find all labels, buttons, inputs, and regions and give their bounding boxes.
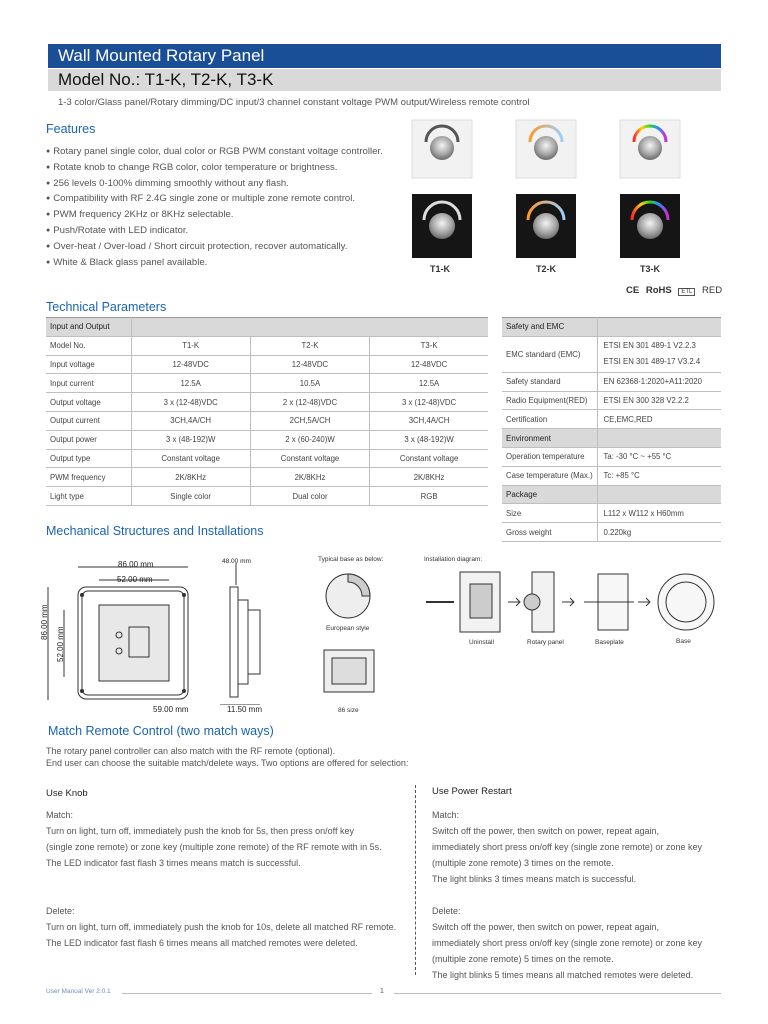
table-row: Input voltage 12-48VDC 12-48VDC 12-48VDC bbox=[46, 355, 488, 374]
table-row: EMC standard (EMC) ETSI EN 301 489-1 V2.2.3 ETSI EN 301 489-17 V3.2.4 bbox=[502, 336, 721, 372]
table-row: Output voltage 3 x (12-48)VDC 2 x (12-48)VDC 3 x (12-48)VDC bbox=[46, 393, 488, 412]
column-divider bbox=[415, 785, 416, 975]
use-power-section bbox=[432, 807, 722, 983]
t1-k-white-panel bbox=[412, 120, 472, 178]
use-knob-title: Use Knob bbox=[46, 788, 88, 799]
knob-delete-line: The LED indicator fast flash 6 times means all matched remotes were deleted. bbox=[46, 938, 358, 948]
safety-header: Safety and EMC bbox=[502, 318, 597, 337]
table-header-cell: T3-K bbox=[370, 336, 488, 355]
knob-match-line: (single zone remote) or zone key (multiple zone remote) of the RF remote with in 5s. bbox=[46, 842, 382, 852]
install-label-base: Base bbox=[676, 638, 691, 645]
knob-delete-label: Delete: bbox=[46, 906, 75, 916]
installation-diagram bbox=[424, 566, 724, 638]
footer-rule-right bbox=[394, 993, 721, 994]
package-header: Package bbox=[502, 485, 597, 504]
knob-match-line: Turn on light, turn off, immediately push the knob for 5s, then press on/off key bbox=[46, 826, 355, 836]
match-intro-1: The rotary panel controller can also match with the RF remote (optional). bbox=[46, 746, 336, 756]
product-subtitle: 1-3 color/Glass panel/Rotary dimming/DC input/3 channel constant voltage PWM output/Wireless remote control bbox=[58, 97, 530, 108]
power-match-line: Switch off the power, then switch on power, repeat again, bbox=[432, 826, 659, 836]
install-label-rotary-panel: Rotary panel bbox=[527, 639, 564, 646]
feature-item: ● Over-heat / Over-load / Short circuit protection, recover automatically. bbox=[46, 240, 406, 256]
table-header-cell: Model No. bbox=[46, 336, 131, 355]
power-match-line: (multiple zone remote) 3 times on the remote. bbox=[432, 858, 614, 868]
power-delete-line: The light blinks 5 times means all matched remotes were deleted. bbox=[432, 970, 694, 980]
table-header-cell: T2-K bbox=[250, 336, 369, 355]
product-label-t3: T3-K bbox=[640, 264, 660, 274]
io-table bbox=[46, 317, 488, 506]
table-row: Certification CE,EMC,RED bbox=[502, 410, 721, 429]
match-title: Match Remote Control (two match ways) bbox=[48, 724, 274, 738]
power-delete-line: Switch off the power, then switch on power, repeat again, bbox=[432, 922, 659, 932]
table-row: Output power 3 x (48-192)W 2 x (60-240)W 3 x (48-192)W bbox=[46, 430, 488, 449]
table-row: PWM frequency 2K/8KHz 2K/8KHz 2K/8KHz bbox=[46, 468, 488, 487]
dim-height-outer: 86.00 mm bbox=[40, 604, 49, 640]
t2-k-black-panel bbox=[516, 194, 576, 258]
base-illustrations bbox=[318, 570, 382, 700]
knob-match-line: The LED indicator fast flash 3 times means match is successful. bbox=[46, 858, 301, 868]
dim-bottom-width: 59.00 mm bbox=[153, 705, 189, 714]
feature-item: ● White & Black glass panel available. bbox=[46, 256, 406, 272]
table-row: Case temperature (Max.) Tc: +85 °C bbox=[502, 466, 721, 485]
feature-item: ● PWM frequency 2KHz or 8KHz selectable. bbox=[46, 208, 406, 224]
red-mark: RED bbox=[702, 285, 723, 296]
table-header-cell: T1-K bbox=[131, 336, 250, 355]
dim-width-inner: 52.00 mm bbox=[117, 575, 153, 584]
feature-item: ● Compatibility with RF 2.4G single zone or multiple zone remote control. bbox=[46, 192, 406, 208]
dim-width-outer: 86.00 mm bbox=[118, 560, 154, 569]
table-row: Output current 3CH,4A/CH 2CH,5A/CH 3CH,4A/CH bbox=[46, 411, 488, 430]
model-number: Model No.: T1-K, T2-K, T3-K bbox=[48, 69, 721, 91]
table-row: Gross weight 0.220kg bbox=[502, 523, 721, 542]
footer-manual-version: User Manual Ver 2.0.1 bbox=[46, 988, 111, 995]
knob-match-label: Match: bbox=[46, 810, 74, 820]
certification-marks bbox=[626, 285, 722, 296]
safety-table bbox=[502, 317, 721, 542]
european-caption: European style bbox=[326, 625, 370, 632]
table-row: Light type Single color Dual color RGB bbox=[46, 487, 488, 506]
power-match-line: The light blinks 3 times means match is successful. bbox=[432, 874, 637, 884]
io-header: Input and Output bbox=[46, 318, 131, 337]
t3-k-black-panel bbox=[620, 194, 680, 258]
t3-k-white-panel bbox=[620, 120, 680, 178]
table-row: Output type Constant voltage Constant voltage Constant voltage bbox=[46, 449, 488, 468]
table-row: Input current 12.5A 10.5A 12.5A bbox=[46, 374, 488, 393]
feature-item: ● Rotary panel single color, dual color or RGB PWM constant voltage controller. bbox=[46, 145, 406, 161]
mech-title: Mechanical Structures and Installations bbox=[46, 524, 264, 538]
tech-title: Technical Parameters bbox=[46, 300, 167, 314]
product-label-t2: T2-K bbox=[536, 264, 556, 274]
install-label-baseplate: Baseplate bbox=[595, 639, 624, 646]
size86-caption: 86 size bbox=[338, 707, 359, 714]
power-match-line: immediately short press on/off key (single zone remote) or zone key bbox=[432, 842, 702, 852]
features-list bbox=[46, 145, 406, 271]
power-delete-label: Delete: bbox=[432, 906, 461, 916]
product-images bbox=[408, 116, 720, 266]
table-row: Size L112 x W112 x H60mm bbox=[502, 504, 721, 523]
use-power-restart-title: Use Power Restart bbox=[432, 786, 512, 797]
features-title: Features bbox=[46, 122, 96, 136]
knob-delete-line: Turn on light, turn off, immediately push the knob for 10s, delete all matched RF remote. bbox=[46, 922, 397, 932]
rohs-mark: RoHS bbox=[645, 285, 672, 296]
dim-depth: 48.00 mm bbox=[222, 558, 251, 565]
typical-base-caption: Typical base as below: bbox=[318, 556, 384, 563]
etl-mark: ETL bbox=[678, 288, 695, 296]
mechanical-drawing bbox=[44, 555, 274, 705]
dim-bottom-depth: 11.50 mm bbox=[227, 705, 262, 714]
page-title: Wall Mounted Rotary Panel bbox=[48, 44, 721, 68]
table-row: Safety standard EN 62368-1:2020+A11:2020 bbox=[502, 372, 721, 391]
install-label-uninstall: Uninstall bbox=[469, 639, 494, 646]
feature-item: ● 256 levels 0-100% dimming smoothly without any flash. bbox=[46, 177, 406, 193]
feature-item: ● Rotate knob to change RGB color, color temperature or brightness. bbox=[46, 161, 406, 177]
table-row: Radio Equipment(RED) ETSI EN 300 328 V2.2.2 bbox=[502, 391, 721, 410]
product-label-t1: T1-K bbox=[430, 264, 450, 274]
footer-rule-left bbox=[122, 993, 372, 994]
dim-height-inner: 52.00 mm bbox=[56, 626, 65, 662]
power-delete-line: immediately short press on/off key (single zone remote) or zone key bbox=[432, 938, 702, 948]
page-number: 1 bbox=[380, 988, 384, 995]
power-delete-line: (multiple zone remote) 5 times on the remote. bbox=[432, 954, 614, 964]
table-row: Operation temperature Ta: -30 °C ~ +55 °C bbox=[502, 447, 721, 466]
feature-item: ● Push/Rotate with LED indicator. bbox=[46, 224, 406, 240]
use-knob-section bbox=[46, 807, 414, 951]
ce-mark: CE bbox=[626, 285, 640, 296]
match-intro-2: End user can choose the suitable match/delete ways. Two options are offered for selection: bbox=[46, 758, 409, 768]
t1-k-black-panel bbox=[412, 194, 472, 258]
t2-k-white-panel bbox=[516, 120, 576, 178]
environment-header: Environment bbox=[502, 429, 597, 448]
power-match-label: Match: bbox=[432, 810, 460, 820]
install-diagram-caption: Installation diagram: bbox=[424, 556, 483, 563]
